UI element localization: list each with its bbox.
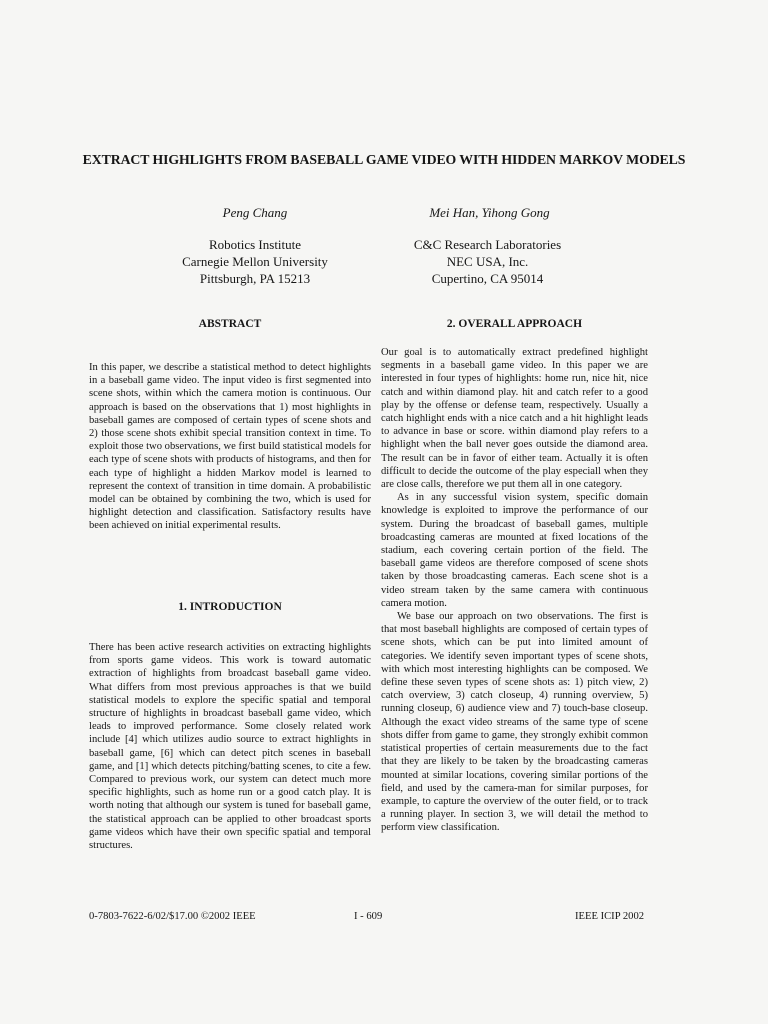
affiliation-line: Pittsburgh, PA 15213 — [199, 271, 311, 286]
author-right: Mei Han, Yihong Gong — [429, 205, 550, 220]
approach-body — [381, 346, 648, 835]
abstract-body — [89, 361, 371, 533]
intro-text: There has been active research activities on extracting highlights from sports game videos. This work is toward automatic extraction of highlights from broadcast baseball game video. What differs from most previous approaches is that we build statistical models to explore the specific spatial and temporal structure of highlights in broadcast baseball game video, which leads to improved performance. Some closely related work include [4] which utilizes audio source to extract highlights in baseball game, [6] which can detect pitch scenes in baseball game, and [1] which detects pitching/batting scenes, to cite a few. Compared to previous work, our system can detect much more specific highlights, such as home run or a good catch play. It is worth noting that although our system is tuned for baseball game, the statistical approach can be applied to other broadcast sports game videos which have their own specific spatial and temporal structures. — [89, 642, 371, 852]
approach-heading: 2. OVERALL APPROACH — [446, 318, 583, 330]
intro-body — [89, 641, 371, 852]
approach-paragraph-3: We base our approach on two observations. The first is that most baseball highlights are composed of certain types of scene shots, which can be put into limited amount of categories. We identify seven important types of scene shots, with which most interesting highlights can be composed. We define these seven types of scene shots as: 1) pitch view, 2) catch overview, 3) catch closeup, 4) running overview, 5) running closeup, 6) audience view and 7) touch-base closeup. Although the exact video streams of the same type of scene shots differ from game to game, they strongly exhibit common statistical properties of certain measurements due to the fact that they are likely to be taken by the broadcasting cameras mounted at similar locations, covering similar portions of the field, and used by the camera-man for similar purposes, for example, to capture the overview of the outer field, or to track a running player. In section 3, we will detail the method to perform view classification. — [381, 611, 648, 834]
intro-heading: 1. INTRODUCTION — [178, 601, 282, 613]
affiliation-right — [365, 236, 610, 287]
affiliation-line: Robotics Institute — [208, 237, 302, 252]
affiliation-left — [140, 236, 370, 287]
affiliation-line: C&C Research Laboratories — [413, 237, 562, 252]
affiliation-line: NEC USA, Inc. — [446, 254, 529, 269]
affiliation-line: Cupertino, CA 95014 — [431, 271, 544, 286]
paper-title: EXTRACT HIGHLIGHTS FROM BASEBALL GAME VIDEO WITH HIDDEN MARKOV MODELS — [82, 152, 686, 167]
approach-paragraph-2: As in any successful vision system, specific domain knowledge is exploited to improve the performance of our system. During the broadcast of baseball games, multiple broadcasting cameras are mounted at fixed locations of the stadium, each covering certain portion of the field. The baseball game videos are therefore composed of scene shots taken by those broadcasting cameras. Each scene shot is a video stream taken by the same camera with continuous camera motion. — [381, 492, 648, 609]
abstract-text: In this paper, we describe a statistical method to detect highlights in a baseball game video. The input video is first segmented into scene shots, within which the camera motion is continuous. Our approach is based on the observations that 1) most highlights in baseball games are composed of certain types of scene shots and 2) those scene shots exhibit special transition context in time. To exploit those two observations, we first build statistical models for each type of scene shots with products of histograms, and then for each type of highlight a hidden Markov model is learned to represent the context of transition in time domain. A probabilistic model can be obtained by combining the two, which is used for highlight detection and classification. Satisfactory results have been achieved on initial experimental results. — [89, 362, 371, 532]
footer-page-number: I - 609 — [354, 911, 383, 922]
abstract-heading: ABSTRACT — [198, 318, 262, 330]
footer-conference: IEEE ICIP 2002 — [575, 911, 645, 922]
author-left: Peng Chang — [222, 205, 288, 220]
footer-copyright: 0-7803-7622-6/02/$17.00 ©2002 IEEE — [89, 911, 256, 922]
approach-paragraph-1: Our goal is to automatically extract predefined highlight segments in a baseball game video. In this paper we are interested in four types of highlights: home run, nice hit, nice catch and within diamond play. hit and catch refer to a good play by the offense or defense team, respectively. Usually a catch highlight ends with a nice catch and a hit highlight leads to advance in base or score. within diamond play refers to a highlight when the ball never goes outside the diamond area. The result can be in favor of either team. Actually it is often difficult to decide the outcome of the play especiall when they are close calls, therefore we put them all in one category. — [381, 347, 648, 491]
affiliation-line: Carnegie Mellon University — [182, 254, 328, 269]
